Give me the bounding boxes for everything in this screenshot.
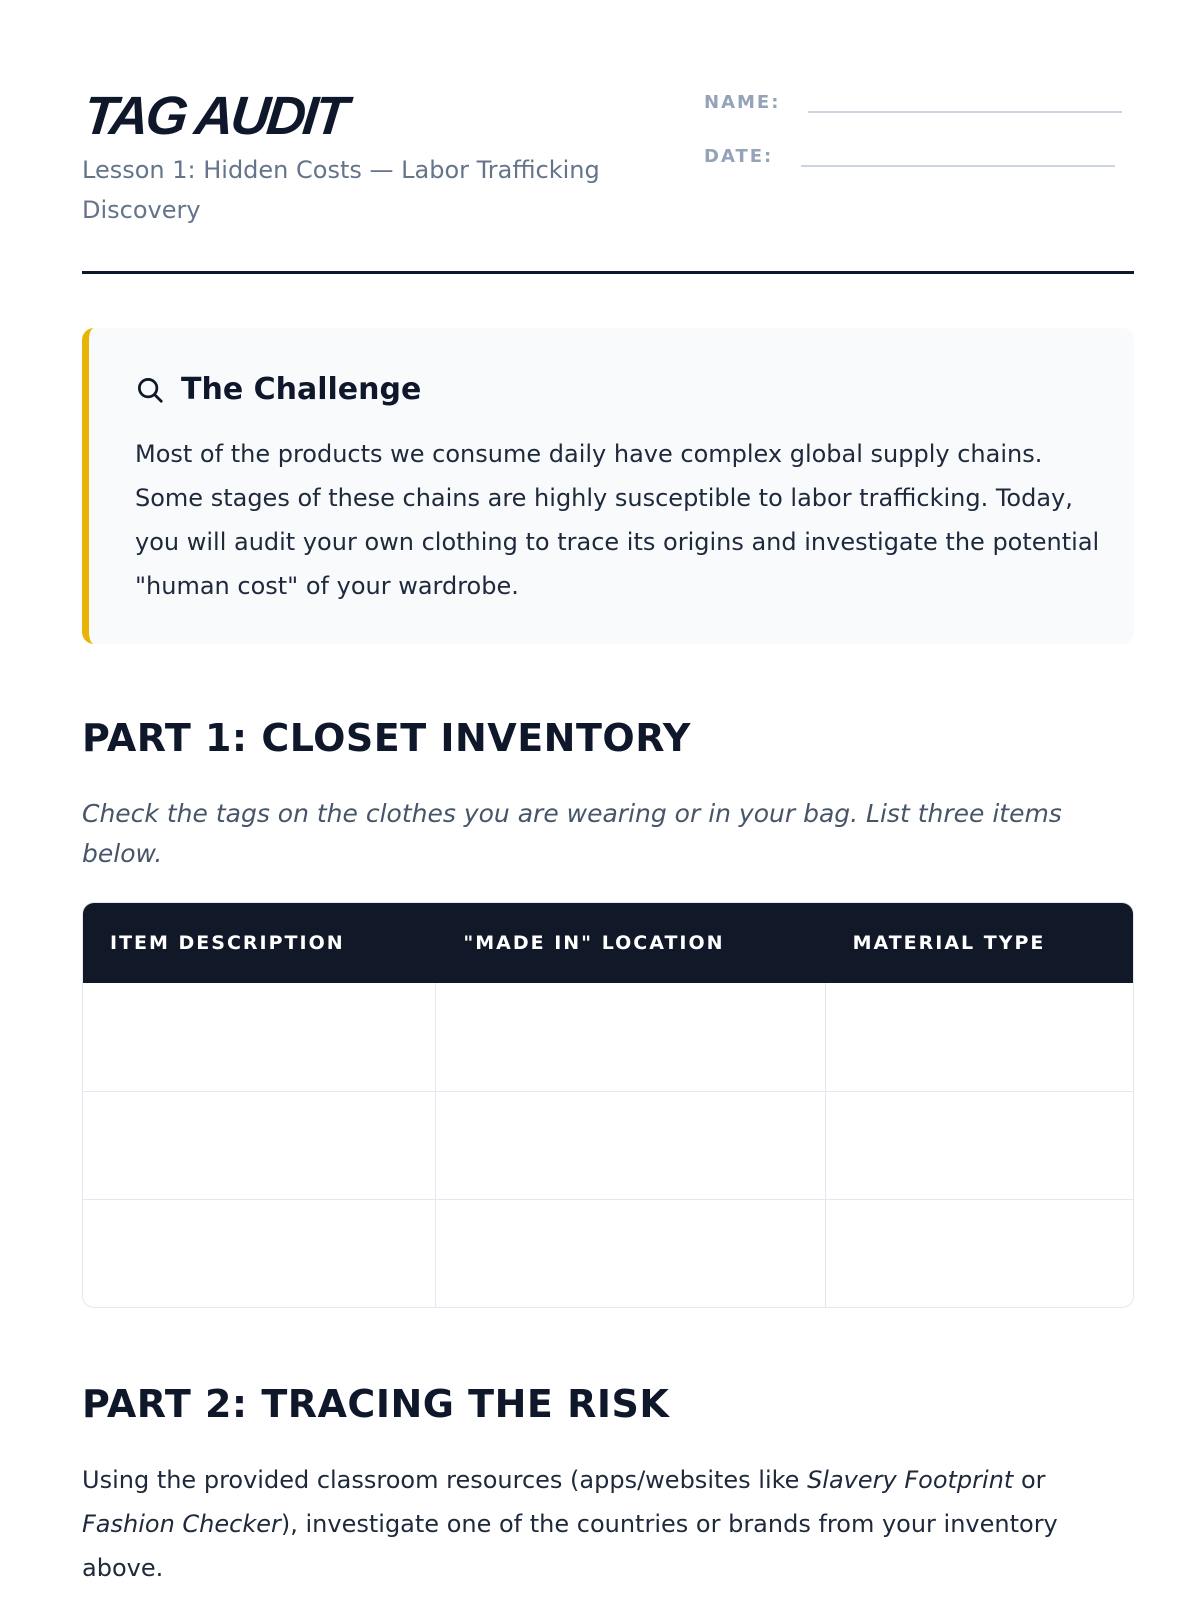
worksheet-title: TAG AUDIT <box>80 86 349 146</box>
lesson-subtitle: Lesson 1: Hidden Costs — Labor Trafficking Discovery <box>82 156 600 224</box>
header-material-type: MATERIAL TYPE <box>852 932 1046 954</box>
part2-text-before: Using the provided classroom resources (apps/websites like <box>82 1466 808 1494</box>
cell-item-description[interactable] <box>83 983 436 1091</box>
date-line[interactable] <box>801 165 1115 167</box>
header-made-in-location: "MADE IN" LOCATION <box>463 932 725 954</box>
worksheet-header <box>82 84 1134 274</box>
part2-text-after: ), investigate one of the countries or brands from your inventory above. <box>82 1510 1058 1582</box>
name-label: NAME: <box>704 92 781 113</box>
table-header <box>83 903 1133 983</box>
table-row <box>83 1091 1133 1199</box>
part2-title: PART 2: TRACING THE RISK <box>82 1382 670 1426</box>
name-line[interactable] <box>808 111 1122 113</box>
part1-title: PART 1: CLOSET INVENTORY <box>82 716 691 760</box>
cell-made-in-location[interactable] <box>436 1200 825 1307</box>
challenge-callout <box>82 328 1134 644</box>
header-item-description: ITEM DESCRIPTION <box>110 932 345 954</box>
resource-fashion-checker: Fashion Checker <box>82 1510 281 1538</box>
cell-material-type[interactable] <box>826 1200 1133 1307</box>
closet-inventory-table <box>82 902 1134 1308</box>
name-field-row <box>704 92 1122 113</box>
table-row <box>83 983 1133 1091</box>
table-body <box>83 983 1133 1307</box>
date-label: DATE: <box>704 146 774 167</box>
part2-text-or: or <box>1013 1466 1046 1494</box>
cell-material-type[interactable] <box>826 983 1133 1091</box>
part1-instructions: Check the tags on the clothes you are wearing or in your bag. List three items below. <box>82 799 1062 868</box>
challenge-heading <box>135 372 421 407</box>
challenge-title: The Challenge <box>181 372 422 407</box>
cell-made-in-location[interactable] <box>436 983 825 1091</box>
resource-slavery-footprint: Slavery Footprint <box>807 1466 1014 1494</box>
challenge-body: Most of the products we consume daily have complex global supply chains. Some stages of these chains are highly susceptible to labor trafficking. Today, you will audit your own clothing to trace its origins and investigate the potential "human cost" of your wardrobe. <box>135 440 1100 600</box>
cell-material-type[interactable] <box>826 1092 1133 1199</box>
cell-made-in-location[interactable] <box>436 1092 825 1199</box>
cell-item-description[interactable] <box>83 1092 436 1199</box>
part2-body <box>82 1458 1134 1590</box>
date-field-row <box>704 146 1115 167</box>
search-icon <box>135 375 165 405</box>
cell-item-description[interactable] <box>83 1200 436 1307</box>
table-row <box>83 1199 1133 1307</box>
